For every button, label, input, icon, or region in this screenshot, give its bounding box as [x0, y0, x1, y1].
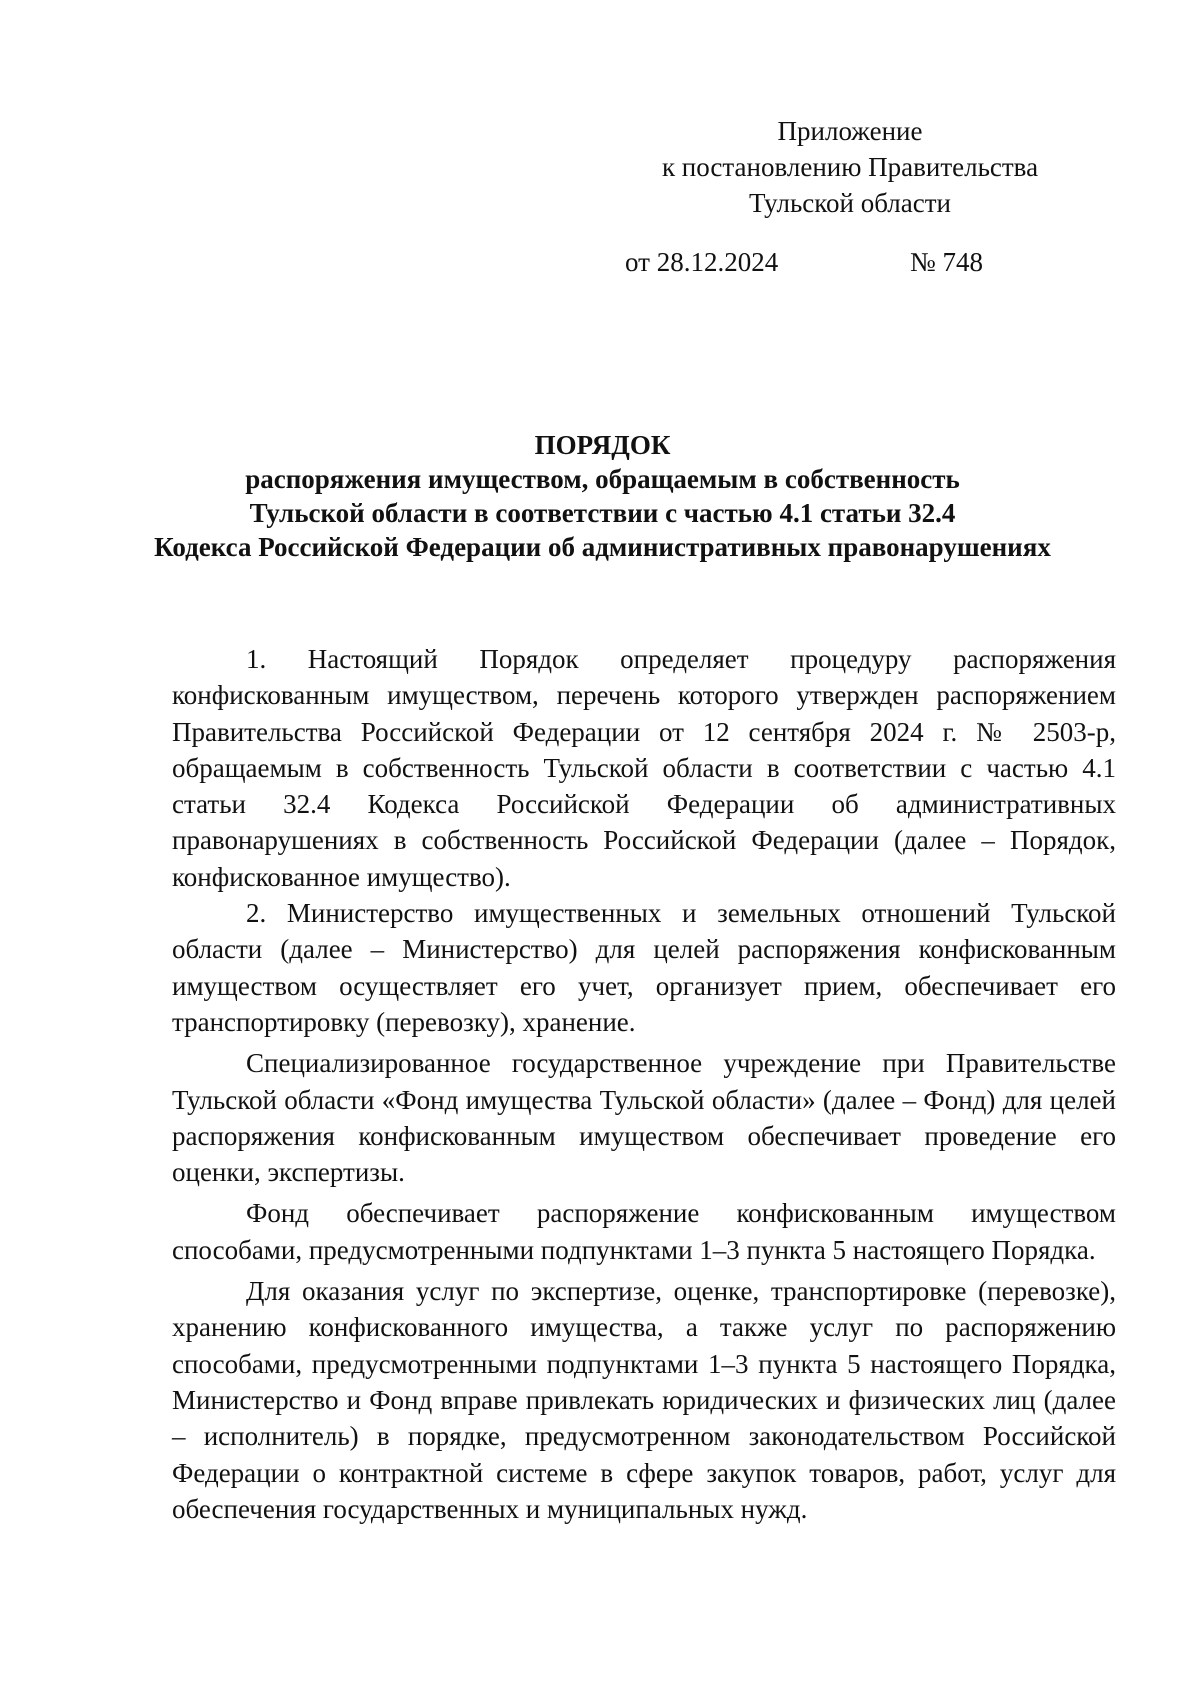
document-body: [172, 641, 1116, 1527]
paragraph-1: 1. Настоящий Порядок определяет процедуру распоряжения конфискованным имуществом, перечень которого утвержден распоряжением Правительства Российской Федерации от 12 сентября 2024 г. № 2503-р, обращаемым в собственность Тульской области в соответствии с частью 4.1 статьи 32.4 Кодекса Российской Федерации об административных правонарушениях в собственность Российской Федерации (далее – Порядок, конфискованное имущество).: [172, 644, 1116, 892]
appendix-line-2: к постановлению Правительства: [661, 152, 1039, 182]
title-line-3: Кодекса Российской Федерации об административных правонарушениях: [154, 532, 1051, 562]
paragraph-4: Фонд обеспечивает распоряжение конфискованным имуществом способами, предусмотренными подпунктами 1–3 пункта 5 настоящего Порядка.: [172, 1198, 1116, 1265]
title-heading: ПОРЯДОК: [534, 430, 671, 460]
document-number: № 748: [910, 247, 984, 277]
appendix-line-1: Приложение: [777, 116, 923, 146]
paragraph-2: 2. Министерство имущественных и земельных отношений Тульской области (далее – Министерство) для целей распоряжения конфискованным имуществом осуществляет его учет, организует прием, обеспечивает его транспортировку (перевозку), хранение.: [172, 898, 1116, 1037]
document-date: от 28.12.2024: [625, 247, 779, 277]
appendix-header: [600, 113, 1100, 221]
title-line-1: распоряжения имуществом, обращаемым в собственность: [245, 464, 960, 494]
appendix-line-3: Тульской области: [749, 188, 951, 218]
document-title: [150, 428, 1055, 564]
paragraph-3: Специализированное государственное учреждение при Правительстве Тульской области «Фонд имущества Тульской области» (далее – Фонд) для целей распоряжения конфискованным имуществом обеспечивает проведение его оценки, экспертизы.: [172, 1048, 1116, 1188]
paragraph-5: Для оказания услуг по экспертизе, оценке, транспортировке (перевозке), хранению конфискованного имущества, а также услуг по распоряжению способами, предусмотренными подпунктами 1–3 пункта 5 настоящего Порядка, Министерство и Фонд вправе привлекать юридических и физических лиц (далее – исполнитель) в порядке, предусмотренном законодательством Российской Федерации о контрактной системе в сфере закупок товаров, работ, услуг для обеспечения государственных и муниципальных нужд.: [172, 1276, 1116, 1524]
title-line-2: Тульской области в соответствии с частью 4.1 статьи 32.4: [249, 498, 956, 528]
